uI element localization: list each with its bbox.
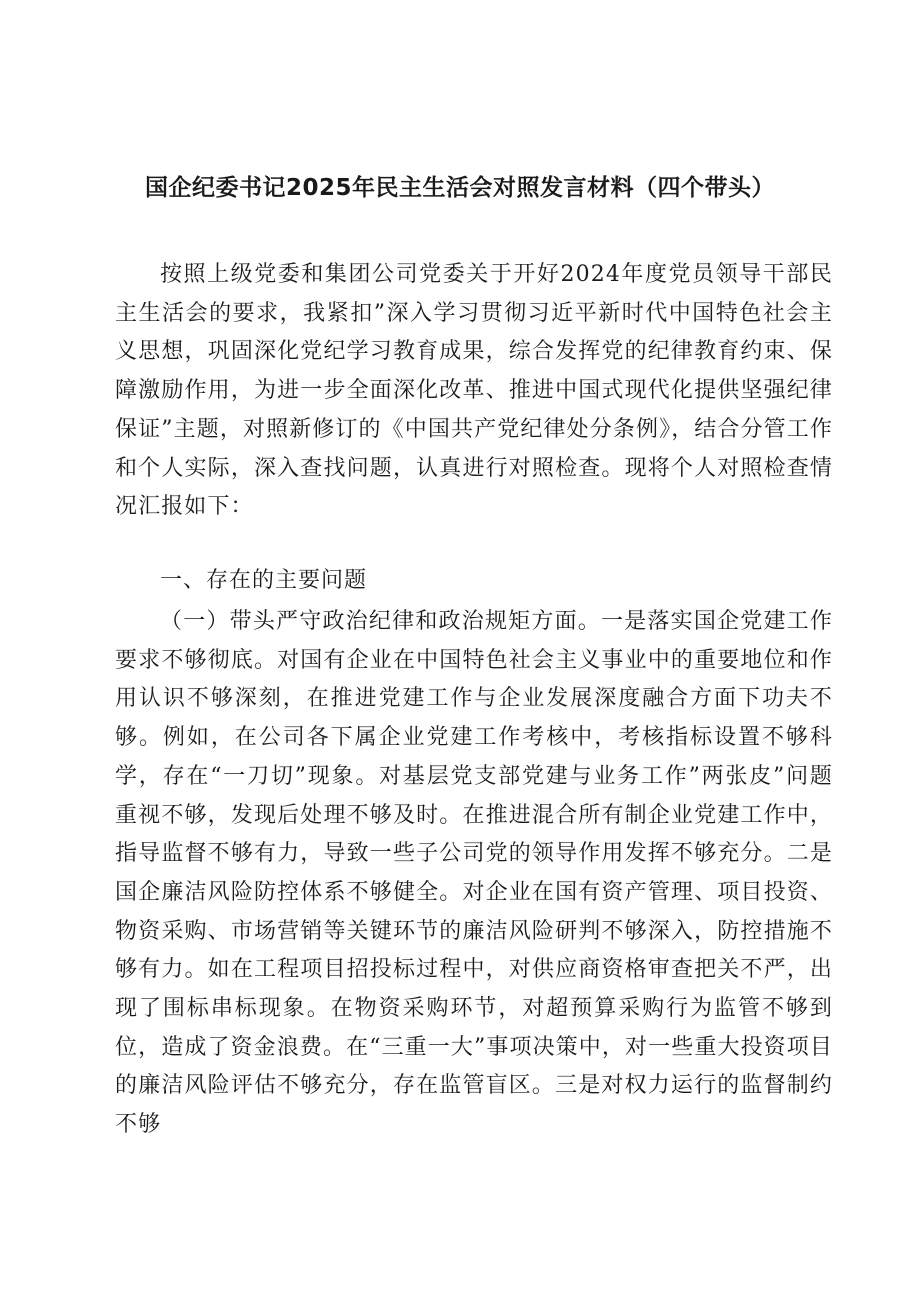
section-heading: 一、存在的主要问题 bbox=[160, 568, 368, 593]
document-title: 国企纪委书记2025年民主生活会对照发言材料（四个带头） bbox=[144, 175, 775, 201]
intro-paragraph bbox=[115, 256, 833, 527]
intro-paragraph-text: 按照上级党委和集团公司党委关于开好2024年度党员领导干部民主生活会的要求，我紧扣”深入学习贯彻习近平新时代中国特色社会主义思想，巩固深化党纪学习教育成果，综合发挥党的纪律教育约束、保障激励作用，为进一步全面深化改革、推进中国式现代化提供坚强纪律保证”主题，对照新修订的《中国共产党纪律处分条例》，结合分管工作和个人实际，深入查找问题，认真进行对照检查。现将个人对照检查情况汇报如下： bbox=[115, 262, 833, 520]
subsection-paragraph-text: （一）带头严守政治纪律和政治规矩方面。一是落实国企党建工作要求不够彻底。对国有企业在中国特色社会主义事业中的重要地位和作用认识不够深刻，在推进党建工作与企业发展深度融合方面下功夫不够。例如，在公司各下属企业党建工作考核中，考核指标设置不够科学，存在“一刀切”现象。对基层党支部党建与业务工作”两张皮”问题重视不够，发现后处理不够及时。在推进混合所有制企业党建工作中，指导监督不够有力，导致一些子公司党的领导作用发挥不够充分。二是国企廉洁风险防控体系不够健全。对企业在国有资产管理、项目投资、物资采购、市场营销等关键环节的廉洁风险研判不够深入，防控措施不够有力。如在工程项目招投标过程中，对供应商资格审查把关不严，出现了围标串标现象。在物资采购环节，对超预算采购行为监管不够到位，造成了资金浪费。在“三重一大”事项决策中，对一些重大投资项目的廉洁风险评估不够充分，存在监管盲区。三是对权力运行的监督制约不够 bbox=[115, 609, 833, 1138]
subsection-paragraph bbox=[115, 603, 833, 1145]
